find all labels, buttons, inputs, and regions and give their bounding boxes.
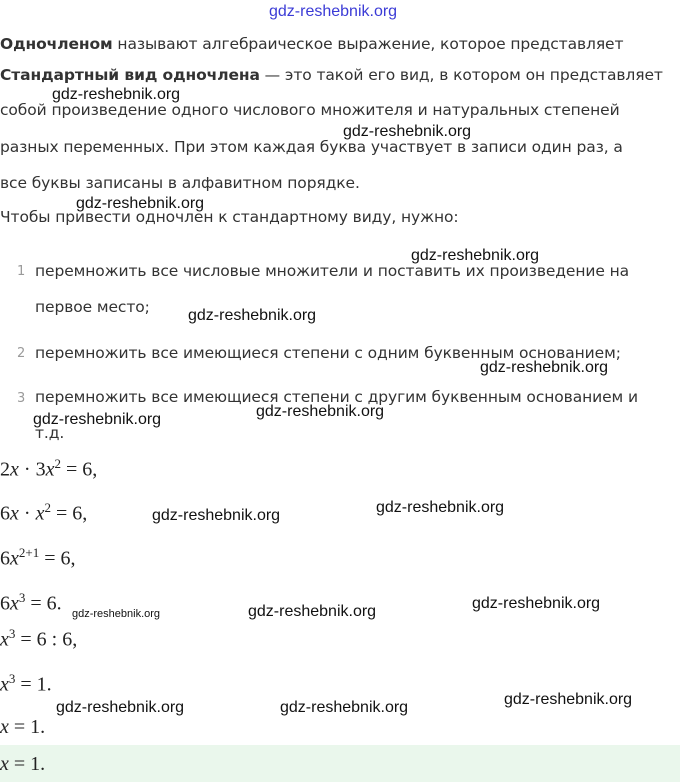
watermark: gdz-reshebnik.org — [472, 595, 601, 612]
standard-form-line1-rest: — это такой его вид, в котором он представляет — [259, 66, 663, 84]
watermark: gdz-reshebnik.org — [52, 86, 181, 103]
definition-term: Одночленом — [0, 35, 113, 53]
watermark: gdz-reshebnik.org — [248, 603, 377, 620]
standard-form-line1 — [0, 66, 663, 84]
watermark: gdz-reshebnik.org — [152, 507, 281, 524]
step-1-line1: перемножить все числовые множители и поставить их произведение на — [35, 262, 630, 280]
step-number-3: 3 — [17, 391, 26, 406]
step-3-line1: перемножить все имеющиеся степени с другим буквенным основанием и — [35, 388, 638, 406]
step-number-1: 1 — [17, 264, 26, 279]
watermark: gdz-reshebnik.org — [280, 699, 409, 716]
equation-6: $x^3 = 1$. — [0, 671, 52, 696]
equation-7: x = 1. — [0, 716, 46, 738]
watermark-top: gdz-reshebnik.org — [269, 3, 398, 20]
step-1-line2: первое место; — [35, 298, 150, 316]
watermark: gdz-reshebnik.org — [33, 411, 162, 428]
watermark: gdz-reshebnik.org — [504, 691, 633, 708]
step-number-2: 2 — [17, 346, 26, 361]
equation-4: $6x^3 = 6$. — [0, 590, 62, 615]
answer-equation: x = 1. — [0, 753, 46, 775]
watermark: gdz-reshebnik.org — [480, 359, 609, 376]
watermark: gdz-reshebnik.org — [343, 123, 472, 140]
equation-5: $x^3 = 6$ : 6, — [0, 626, 78, 651]
definition-paragraph — [0, 35, 623, 53]
equation-1: $2x \cdot 3x^2 = 6$, — [0, 456, 98, 481]
step-3-line2: т.д. — [35, 424, 65, 442]
watermark: gdz-reshebnik.org — [76, 195, 205, 212]
equation-3: $6x^{2+1} = 6$, — [0, 545, 76, 570]
standard-form-term: Стандартный вид одночлена — [0, 66, 260, 84]
standard-form-line3: разных переменных. При этом каждая буква участвует в записи один раз, а — [0, 138, 623, 156]
step-2-line1: перемножить все имеющиеся степени с одним буквенным основанием; — [35, 344, 621, 362]
answer-highlight — [0, 745, 680, 782]
watermark: gdz-reshebnik.org — [188, 307, 317, 324]
steps-intro: Чтобы привести одночлен к стандартному виду, нужно: — [0, 208, 459, 226]
watermark: gdz-reshebnik.org — [411, 247, 540, 264]
standard-form-line2: собой произведение одного числового множителя и натуральных степеней — [0, 101, 620, 119]
watermark-small: gdz-reshebnik.org — [72, 608, 161, 620]
equation-2: $6x \cdot x^2 = 6$, — [0, 500, 88, 525]
standard-form-line4: все буквы записаны в алфавитном порядке. — [0, 174, 360, 192]
watermark: gdz-reshebnik.org — [56, 699, 185, 716]
watermark: gdz-reshebnik.org — [256, 403, 385, 420]
definition-text: называют алгебраическое выражение, которое представляет — [112, 35, 624, 53]
watermark: gdz-reshebnik.org — [376, 499, 505, 516]
